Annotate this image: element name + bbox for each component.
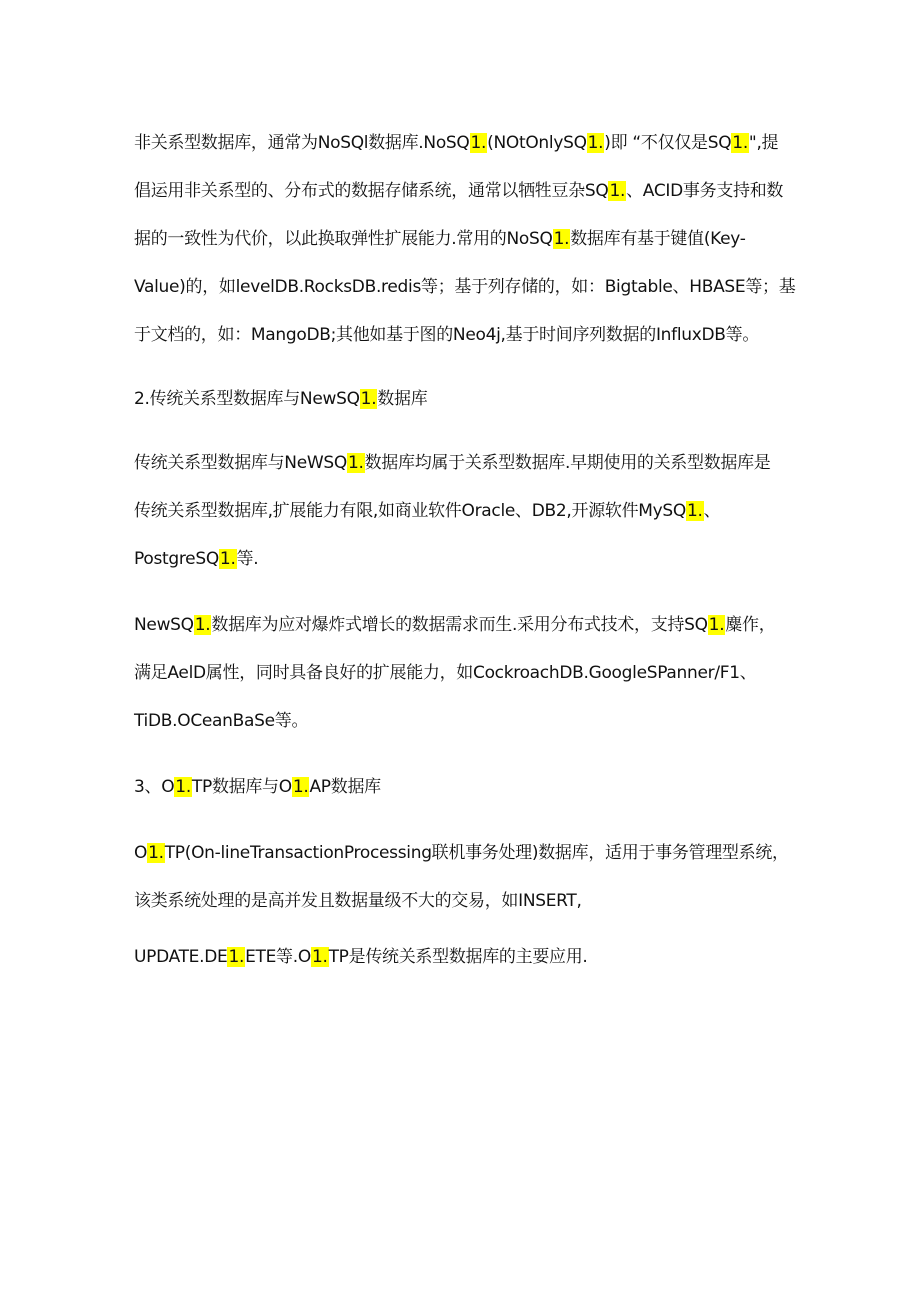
highlight-mark: 1. xyxy=(587,133,604,153)
text-segment: 数据库均属于关系型数据库.早期使用的关系型数据库是 xyxy=(364,453,771,473)
text-segment: 该类系统处理的是高并发且数据量级不大的交易，如INSERT, xyxy=(134,891,582,911)
text-segment: 、ACID事务支持和数 xyxy=(626,181,784,201)
highlight-mark: 1. xyxy=(311,947,328,967)
text-line xyxy=(134,386,427,412)
text-segment: 麋作， xyxy=(725,615,776,635)
text-segment: 满足AelD属性，同时具备良好的扩展能力，如CockroachDB.GoogleSPanner/F1、 xyxy=(134,663,757,683)
highlight-mark: 1. xyxy=(609,181,626,201)
text-segment: Value)的，如levelDB.RocksDB.redis等；基于列存储的，如：Bigtable、HBASE等；基 xyxy=(134,277,796,297)
text-segment: ",提 xyxy=(748,133,779,153)
text-segment: 非关系型数据库，通常为NoSQl数据库.NoSQ xyxy=(134,133,470,153)
text-line xyxy=(134,274,795,300)
highlight-mark: 1. xyxy=(175,777,191,797)
text-segment: PostgreSQ xyxy=(134,549,219,569)
text-line xyxy=(134,944,588,970)
highlight-mark: 1. xyxy=(360,389,377,409)
highlight-mark: 1. xyxy=(347,453,364,473)
text-segment: 数据库有基于键值(Key- xyxy=(570,229,746,249)
highlight-mark: 1. xyxy=(228,947,245,967)
text-segment: 数据库为应对爆炸式增长的数据需求而生.采用分布式技术，支持SQ xyxy=(211,615,708,635)
text-line xyxy=(134,840,789,866)
highlight-mark: 1. xyxy=(194,615,211,635)
text-line xyxy=(134,612,775,638)
highlight-mark: 1. xyxy=(219,549,236,569)
text-segment: 、 xyxy=(703,501,721,521)
text-segment: O xyxy=(134,843,148,863)
text-line xyxy=(134,226,746,252)
text-line xyxy=(134,708,308,734)
highlight-mark: 1. xyxy=(687,501,703,521)
text-segment: )即 “不仅仅是SQ xyxy=(604,133,732,153)
highlight-mark: 1. xyxy=(708,615,725,635)
text-segment: 倡运用非关系型的、分布式的数据存储系统，通常以牺牲豆杂SQ xyxy=(134,181,609,201)
text-segment: 于文档的，如：MangoDB;其他如基于图的Neo4j,基于时间序列数据的InfluxDB等。 xyxy=(134,325,760,345)
text-segment: 数据库 xyxy=(377,389,428,409)
text-line xyxy=(134,322,759,348)
text-line xyxy=(134,546,258,572)
text-line xyxy=(134,774,381,800)
text-segment: ETE等.O xyxy=(245,947,311,967)
text-segment: NewSQ xyxy=(134,615,194,635)
text-line xyxy=(134,450,771,476)
highlight-mark: 1. xyxy=(470,133,487,153)
text-line xyxy=(134,130,778,156)
text-segment: TP数据库与O xyxy=(191,777,292,797)
highlight-mark: 1. xyxy=(732,133,748,153)
text-line xyxy=(134,498,720,524)
highlight-mark: 1. xyxy=(148,843,164,863)
text-segment: TP是传统关系型数据库的主要应用. xyxy=(328,947,588,967)
text-segment: (NOtOnlySQ xyxy=(487,133,587,153)
text-line xyxy=(134,660,756,686)
text-segment: 3、O xyxy=(134,777,175,797)
highlight-mark: 1. xyxy=(292,777,309,797)
text-segment: 据的一致性为代价，以此换取弹性扩展能力.常用的NoSQ xyxy=(134,229,553,249)
text-segment: 等. xyxy=(236,549,259,569)
highlight-mark: 1. xyxy=(553,229,570,249)
text-segment: 2.传统关系型数据库与NewSQ xyxy=(134,389,360,409)
text-segment: 传统关系型数据库与NeWSQ xyxy=(134,453,347,473)
text-line xyxy=(134,888,582,914)
text-segment: AP数据库 xyxy=(309,777,381,797)
text-segment: UPDATE.DE xyxy=(134,947,228,967)
text-line xyxy=(134,178,783,204)
text-segment: TiDB.OCeanBaSe等。 xyxy=(134,711,309,731)
text-segment: TP(On-lineTransactionProcessing联机事务处理)数据库，适用于事务管理型系统， xyxy=(164,843,789,863)
text-segment: 传统关系型数据库,扩展能力有限,如商业软件Oracle、DB2,开源软件MySQ xyxy=(134,501,686,521)
